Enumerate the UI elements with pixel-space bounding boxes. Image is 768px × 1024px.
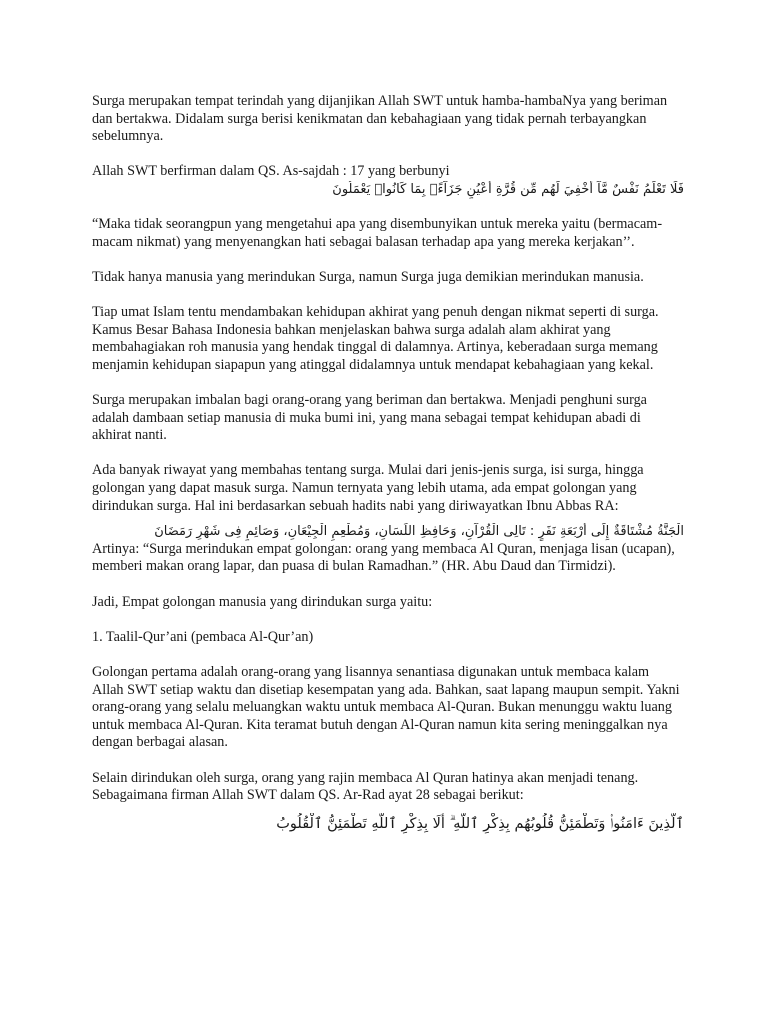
verse-intro: Allah SWT berfirman dalam QS. As-sajdah : 17 yang berbunyi <box>92 163 450 180</box>
arabic-verse-ar-rad: ٱلَّذِينَ ءَامَنُوا۟ وَتَطْمَئِنُّ قُلُوبُهُم بِذِكْرِ ٱللَّهِ ۗ أَلَا بِذِكْرِ ٱللَّهِ تَطْمَئِنُّ ٱلْقُلُوبُ <box>276 815 684 832</box>
arabic-verse-as-sajdah: فَلَا تَعْلَمُ نَفْسٌ مَّآ أُخْفِيَ لَهُم مِّن قُرَّةِ أَعْيُنٍ جَزَآءًۢ بِمَا كَانُوا۟ يَعْمَلُونَ <box>332 181 684 197</box>
paragraph-riwayat: Ada banyak riwayat yang membahas tentang surga. Mulai dari jenis-jenis surga, isi surga, hingga golongan yang dapat masuk surga. Namun ternyata yang lebih utama, ada empat golongan yang dirindukan surga. Hal ini berdasarkan sebuah hadits nabi yang diriwayatkan Ibnu Abbas RA: <box>92 462 644 514</box>
paragraph-surga-rindu: Tidak hanya manusia yang merindukan Surga, namun Surga juga demikian merindukan manusia. <box>92 268 644 285</box>
document-body <box>92 93 682 852</box>
arabic-hadith: الْجَنَّةُ مُشْتَاقَةٌ إِلَى أَرْبَعَةِ نَفَرٍ : تَالِى الْقُرْآنِ، وَحَافِظِ اللِّسَانِ، وَمُطْعِمِ الْجِيْعَانِ، وَصَائِمٍ فِى شَهْرِ رَمَضَانَ <box>154 524 684 540</box>
verse-translation: “Maka tidak seorangpun yang mengetahui apa yang disembunyikan untuk mereka yaitu (bermacam-macam nikmat) yang menyenangkan hati sebagai balasan terhadap apa yang mereka kerjakan’’. <box>92 216 663 250</box>
paragraph-umat-islam: Tiap umat Islam tentu mendambakan kehidupan akhirat yang penuh dengan nikmat seperti di surga. Kamus Besar Bahasa Indonesia bahkan menjelaskan bahwa surga adalah alam akhirat yang membahagiakan roh manusia yang hendak tinggal di dalamnya. Artinya, keberadaan surga memang menjamin kehidupan siapapun yang atinggal didalamnya untuk mendapat kebahagiaan yang kekal. <box>92 304 659 373</box>
paragraph-golongan-pertama: Golongan pertama adalah orang-orang yang lisannya senantiasa digunakan untuk membaca kalam Allah SWT setiap waktu dan disetiap kesempatan yang ada. Bahkan, saat lapang maupun sempit. Yakni orang-orang yang selalu meluangkan waktu untuk membaca Al-Quran. Bukan menunggu waktu luang untuk membaca Al-Quran. Kita teramat butuh dengan Al-Quran namun kita sering meninggalkan nya dengan berbagai alasan. <box>92 664 680 751</box>
hadith-translation: Artinya: “Surga merindukan empat golongan: orang yang membaca Al Quran, menjaga lisan (ucapan), memberi makan orang lapar, dan puasa di bulan Ramadhan.” (HR. Abu Daud dan Tirmidzi). <box>92 540 675 575</box>
paragraph-empat-golongan: Jadi, Empat golongan manusia yang dirindukan surga yaitu: <box>92 593 433 610</box>
intro-paragraph: Surga merupakan tempat terindah yang dijanjikan Allah SWT untuk hamba-hambaNya yang beriman dan bertakwa. Didalam surga berisi kenikmatan dan kebahagiaan yang tidak pernah terbayangkan sebelumnya. <box>92 93 668 145</box>
section-heading-taalil: 1. Taalil-Qur’ani (pembaca Al-Qur’an) <box>92 628 314 645</box>
paragraph-imbalan: Surga merupakan imbalan bagi orang-orang yang beriman dan bertakwa. Menjadi penghuni surga adalah dambaan setiap manusia di muka bumi ini, yang mana sebagai tempat kehidupan abadi di akhirat nanti. <box>92 392 647 444</box>
paragraph-hati-tenang: Selain dirindukan oleh surga, orang yang rajin membaca Al Quran hatinya akan menjadi tenang. Sebagaimana firman Allah SWT dalam QS. Ar-Rad ayat 28 sebagai berikut: <box>92 769 639 804</box>
